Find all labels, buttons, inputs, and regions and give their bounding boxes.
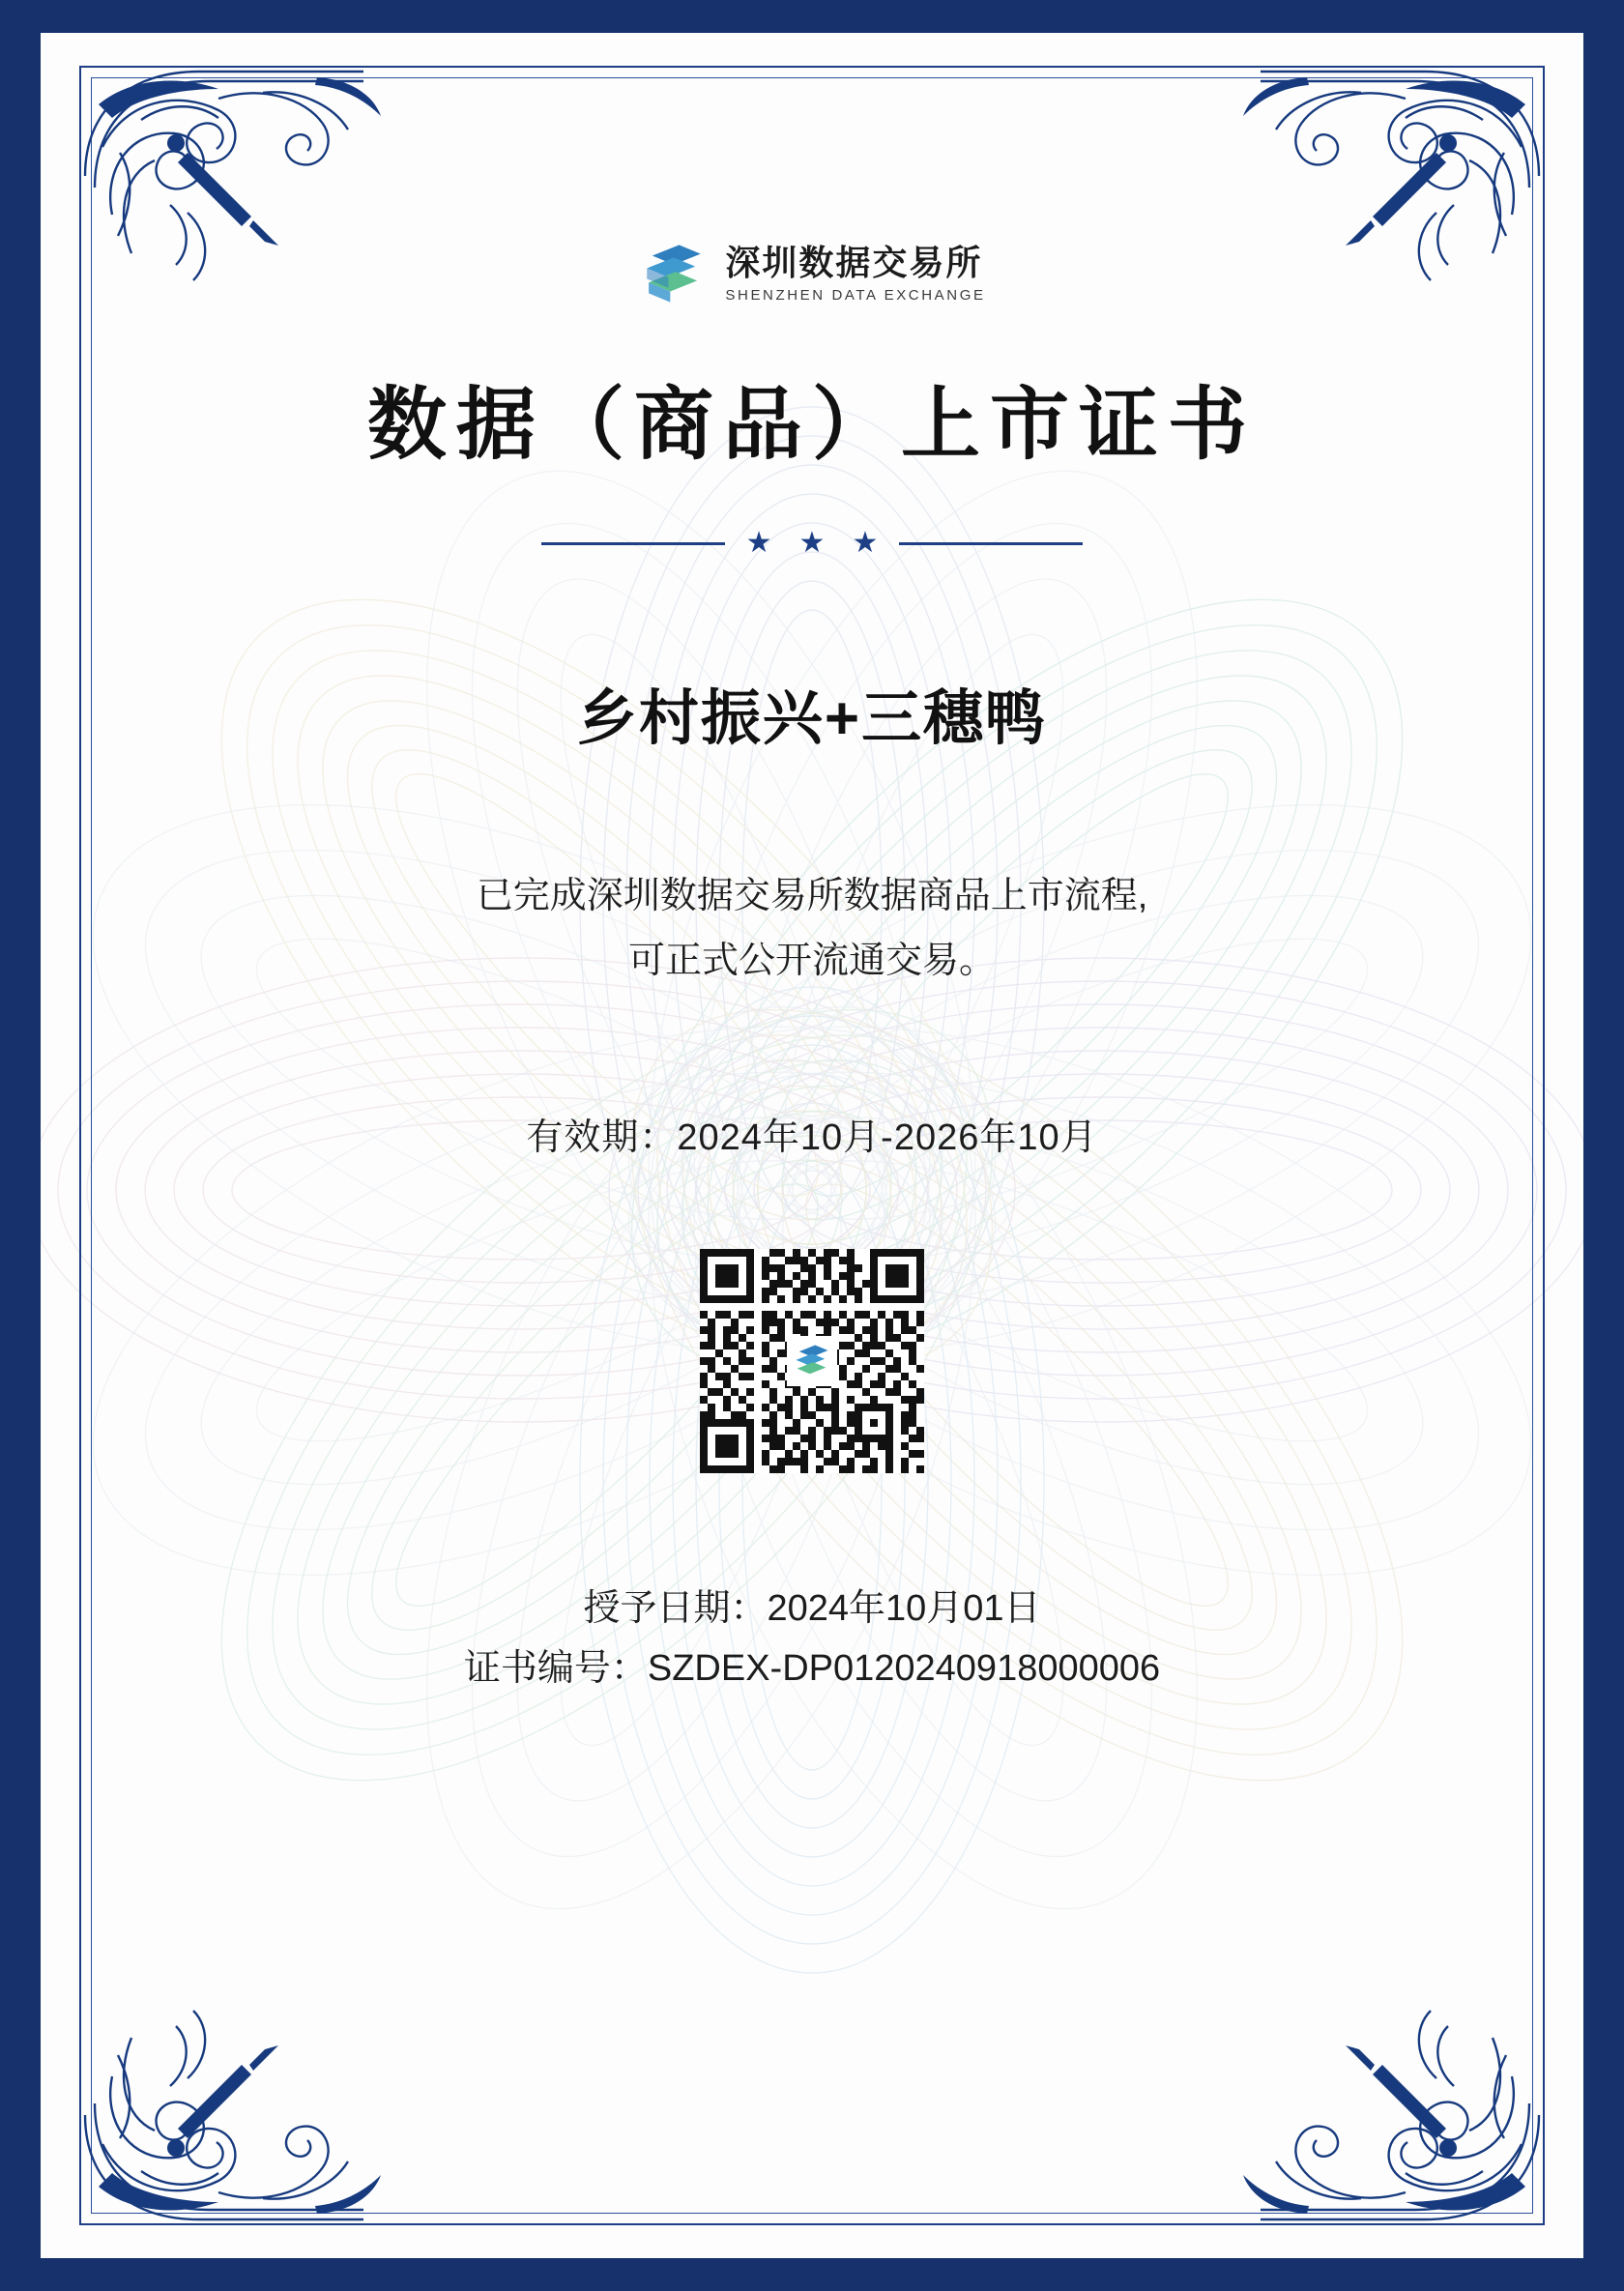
issuer-logo-text — [725, 244, 985, 304]
szdex-mark-icon — [787, 1336, 837, 1386]
qr-code-icon — [700, 1249, 924, 1473]
issuer-name-cn: 深圳数据交易所 — [725, 243, 983, 283]
certificate-number: 证书编号：SZDEX-DP0120240918000006 — [463, 1647, 1161, 1689]
statement-line-1: 已完成深圳数据交易所数据商品上市流程, — [476, 876, 1148, 916]
certificate-footer — [464, 1580, 1160, 1698]
divider-rule-right — [899, 542, 1083, 545]
certificate-paper — [41, 33, 1583, 2258]
product-name: 乡村振兴+三穗鸭 — [576, 685, 1048, 752]
divider-rule-left — [541, 542, 725, 545]
certificate-content — [41, 33, 1583, 2258]
validity-period: 有效期：2024年10月-2026年10月 — [526, 1117, 1098, 1158]
szdex-logo-icon — [638, 238, 710, 309]
page-title: 数据（商品）上市证书 — [366, 378, 1257, 471]
issuer-name-en: SHENZHEN DATA EXCHANGE — [725, 286, 986, 304]
star-icon-3: ★ — [852, 527, 879, 559]
title-divider — [541, 529, 1084, 558]
issuer-logo — [638, 238, 985, 309]
star-icon-2: ★ — [798, 527, 826, 559]
issue-date: 授予日期：2024年10月01日 — [583, 1588, 1041, 1629]
star-icon-1: ★ — [745, 527, 772, 559]
certificate-statement — [477, 864, 1148, 993]
divider-stars — [746, 529, 879, 558]
statement-line-2: 可正式公开流通交易。 — [627, 940, 996, 981]
